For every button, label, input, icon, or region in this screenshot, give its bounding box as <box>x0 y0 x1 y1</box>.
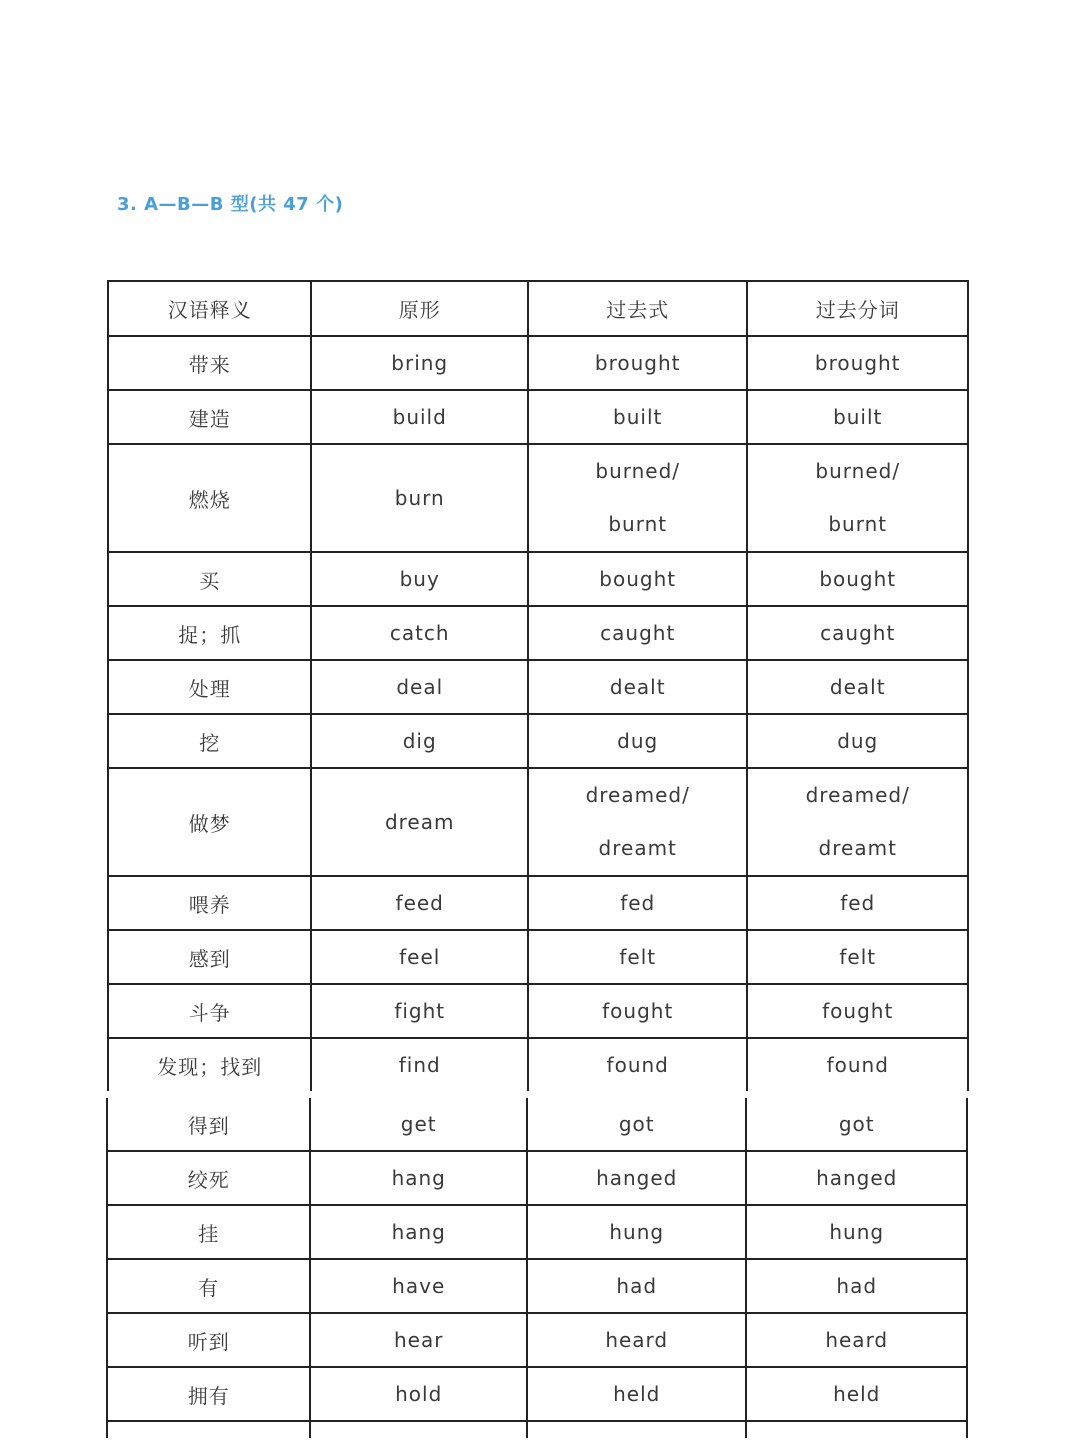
cell-pp <box>747 444 968 552</box>
cell-past: had <box>527 1259 747 1313</box>
verb-table-part-1 <box>107 280 969 1091</box>
cell-pp: caught <box>747 606 968 660</box>
table-row <box>107 1259 967 1313</box>
cell-base: hang <box>310 1205 527 1259</box>
cell-cn: 感到 <box>108 930 311 984</box>
header-past-participle: 过去分词 <box>747 281 968 336</box>
table-row <box>108 552 968 606</box>
table-row <box>108 768 968 876</box>
cell-past-line-1: burned/ <box>595 459 681 483</box>
cell-pp: hung <box>746 1205 967 1259</box>
cell-cn: 捉；抓 <box>108 606 311 660</box>
cell-past: bought <box>528 552 748 606</box>
cell-base: catch <box>311 606 528 660</box>
table-row <box>108 606 968 660</box>
cell-empty <box>107 1421 310 1438</box>
cell-pp: brought <box>747 336 968 390</box>
table-row <box>107 1098 967 1151</box>
cell-past: heard <box>527 1313 747 1367</box>
cell-past-line-1: dreamed/ <box>585 783 690 807</box>
cell-past: hung <box>527 1205 747 1259</box>
cell-base: hear <box>310 1313 527 1367</box>
cell-pp: built <box>747 390 968 444</box>
cell-pp: felt <box>747 930 968 984</box>
table-row-cut-off <box>107 1421 967 1438</box>
cell-base: find <box>311 1038 528 1091</box>
cell-pp: bought <box>747 552 968 606</box>
cell-cn: 做梦 <box>108 768 311 876</box>
table-row <box>108 984 968 1038</box>
header-past-tense: 过去式 <box>528 281 748 336</box>
cell-pp: found <box>747 1038 968 1091</box>
cell-past: fed <box>528 876 748 930</box>
cell-past: brought <box>528 336 748 390</box>
cell-pp <box>747 768 968 876</box>
cell-base: dig <box>311 714 528 768</box>
cell-empty <box>527 1421 747 1438</box>
cell-base: feel <box>311 930 528 984</box>
cell-empty <box>746 1421 967 1438</box>
cell-past: hanged <box>527 1151 747 1205</box>
table-row <box>108 660 968 714</box>
cell-cn: 绞死 <box>107 1151 310 1205</box>
cell-past: built <box>528 390 748 444</box>
cell-past-line-2: burnt <box>608 512 668 536</box>
table-row <box>108 444 968 552</box>
cell-past: fought <box>528 984 748 1038</box>
cell-pp: fought <box>747 984 968 1038</box>
cell-cn: 燃烧 <box>108 444 311 552</box>
cell-base: dream <box>311 768 528 876</box>
table-row <box>108 390 968 444</box>
cell-cn: 处理 <box>108 660 311 714</box>
cell-base: fight <box>311 984 528 1038</box>
cell-past: caught <box>528 606 748 660</box>
verb-table-part-2 <box>106 1098 968 1438</box>
cell-cn: 斗争 <box>108 984 311 1038</box>
header-cn-meaning: 汉语释义 <box>108 281 311 336</box>
cell-base: hold <box>310 1367 527 1421</box>
cell-pp: hanged <box>746 1151 967 1205</box>
section-heading: 3. A—B—B 型(共 47 个) <box>117 194 344 215</box>
table-row <box>108 1038 968 1091</box>
table-row <box>107 1313 967 1367</box>
cell-pp-line-1: burned/ <box>815 459 901 483</box>
cell-pp: heard <box>746 1313 967 1367</box>
cell-cn: 得到 <box>107 1098 310 1151</box>
cell-base: buy <box>311 552 528 606</box>
cell-pp-line-1: dreamed/ <box>805 783 910 807</box>
cell-past: dug <box>528 714 748 768</box>
cell-cn: 拥有 <box>107 1367 310 1421</box>
table-row <box>108 876 968 930</box>
cell-cn: 有 <box>107 1259 310 1313</box>
cell-past: got <box>527 1098 747 1151</box>
cell-base: build <box>311 390 528 444</box>
table-row <box>107 1151 967 1205</box>
cell-past-line-2: dreamt <box>598 836 677 860</box>
cell-base: bring <box>311 336 528 390</box>
cell-base: hang <box>310 1151 527 1205</box>
cell-past <box>528 768 748 876</box>
cell-cn: 建造 <box>108 390 311 444</box>
cell-pp-line-2: dreamt <box>818 836 897 860</box>
cell-cn: 听到 <box>107 1313 310 1367</box>
cell-pp: fed <box>747 876 968 930</box>
cell-past <box>528 444 748 552</box>
table-row <box>108 714 968 768</box>
cell-base: deal <box>311 660 528 714</box>
table-row <box>107 1205 967 1259</box>
cell-cn: 买 <box>108 552 311 606</box>
cell-base: have <box>310 1259 527 1313</box>
cell-cn: 喂养 <box>108 876 311 930</box>
cell-base: get <box>310 1098 527 1151</box>
cell-pp: held <box>746 1367 967 1421</box>
header-base-form: 原形 <box>311 281 528 336</box>
table-row <box>108 336 968 390</box>
table-row <box>108 930 968 984</box>
cell-cn: 挂 <box>107 1205 310 1259</box>
cell-pp: dug <box>747 714 968 768</box>
cell-base: burn <box>311 444 528 552</box>
cell-cn: 挖 <box>108 714 311 768</box>
cell-past: dealt <box>528 660 748 714</box>
cell-past: felt <box>528 930 748 984</box>
cell-base: feed <box>311 876 528 930</box>
cell-empty <box>310 1421 527 1438</box>
table-row <box>107 1367 967 1421</box>
cell-past: found <box>528 1038 748 1091</box>
cell-pp: dealt <box>747 660 968 714</box>
cell-pp: got <box>746 1098 967 1151</box>
table-header-row <box>108 281 968 336</box>
cell-pp-line-2: burnt <box>828 512 888 536</box>
cell-pp: had <box>746 1259 967 1313</box>
cell-cn: 发现；找到 <box>108 1038 311 1091</box>
cell-past: held <box>527 1367 747 1421</box>
cell-cn: 带来 <box>108 336 311 390</box>
